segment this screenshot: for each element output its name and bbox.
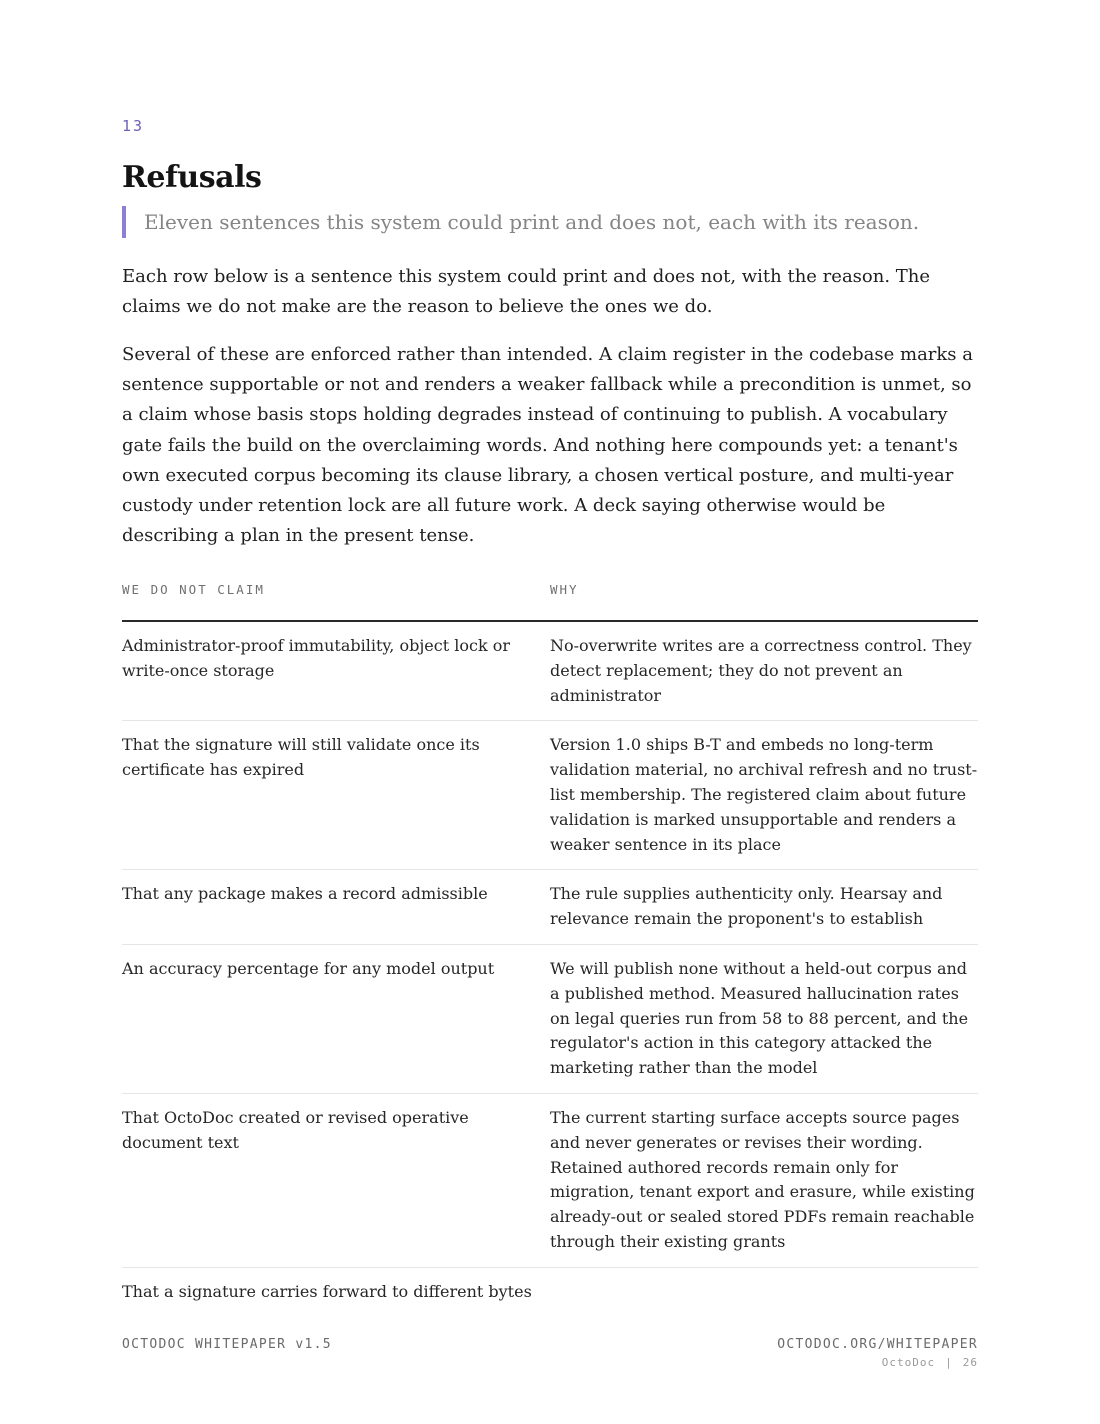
page-number: 26 xyxy=(962,1356,978,1369)
footer-brand: OctoDoc xyxy=(881,1356,936,1369)
footer-page-info xyxy=(882,1356,978,1369)
table-row xyxy=(122,870,978,945)
body-paragraph: Several of these are enforced rather than intended. A claim register in the codebase marks a sentence supportable or not and renders a weaker fallback while a precondition is unmet, so a claim whose basis stops holding degrades instead of continuing to publish. A vocabulary gate fails the build on the overclaiming words. And nothing here compounds yet: a tenant's own executed corpus becoming its clause library, a chosen vertical posture, and multi-year custody under retention lock are all future work. A deck saying otherwise would be describing a plan in the present tense. xyxy=(122,344,974,547)
table-row xyxy=(122,945,978,1094)
column-header-why: WHY xyxy=(550,582,579,597)
table-row xyxy=(122,721,978,870)
footer-document-name: OCTODOC WHITEPAPER v1.5 xyxy=(122,1337,332,1352)
claim-cell: That OctoDoc created or revised operative document text xyxy=(122,1107,469,1152)
page-title: Refusals xyxy=(122,160,262,195)
claim-cell: An accuracy percentage for any model output xyxy=(122,958,495,978)
claim-cell: That a signature carries forward to different bytes xyxy=(122,1281,532,1301)
footer-url: OCTODOC.ORG/WHITEPAPER xyxy=(777,1337,978,1352)
section-lede: Eleven sentences this system could print and does not, each with its reason. xyxy=(122,206,919,238)
reason-cell: The rule supplies authenticity only. Hearsay and relevance remain the proponent's to establish xyxy=(550,884,943,929)
reason-cell: Version 1.0 ships B-T and embeds no long-term validation material, no archival refresh and no trust-list membership. The registered claim about future validation is marked unsupportable and renders a weaker sentence in its place xyxy=(550,735,978,854)
table-row xyxy=(122,1094,978,1268)
claim-cell: Administrator-proof immutability, object lock or write-once storage xyxy=(122,636,511,680)
refusals-table xyxy=(122,622,978,1317)
table-row xyxy=(122,1268,978,1317)
reason-cell: We will publish none without a held-out corpus and a published method. Measured hallucination rates on legal queries run from 58 to 88 percent, and the regulator's action in this category attacked the marketing rather than the model xyxy=(550,958,969,1078)
claim-cell: That any package makes a record admissible xyxy=(122,884,488,904)
section-number: 13 xyxy=(122,117,145,135)
reason-cell xyxy=(550,1280,978,1305)
footer-separator: | xyxy=(945,1356,953,1369)
reason-cell: The current starting surface accepts source pages and never generates or revises their wording. Retained authored records remain only for migration, tenant export and erasure, while existing already-out or sealed stored PDFs remain reachable through their existing grants xyxy=(550,1107,975,1251)
reason-cell: No-overwrite writes are a correctness control. They detect replacement; they do not prevent an administrator xyxy=(550,636,972,705)
intro-paragraph: Each row below is a sentence this system could print and does not, with the reason. The claims we do not make are the reason to believe the ones we do. xyxy=(122,266,931,318)
claim-cell: That the signature will still validate once its certificate has expired xyxy=(122,735,480,780)
table-row xyxy=(122,622,978,721)
column-header-claim: WE DO NOT CLAIM xyxy=(122,582,265,597)
document-page xyxy=(122,0,978,1424)
